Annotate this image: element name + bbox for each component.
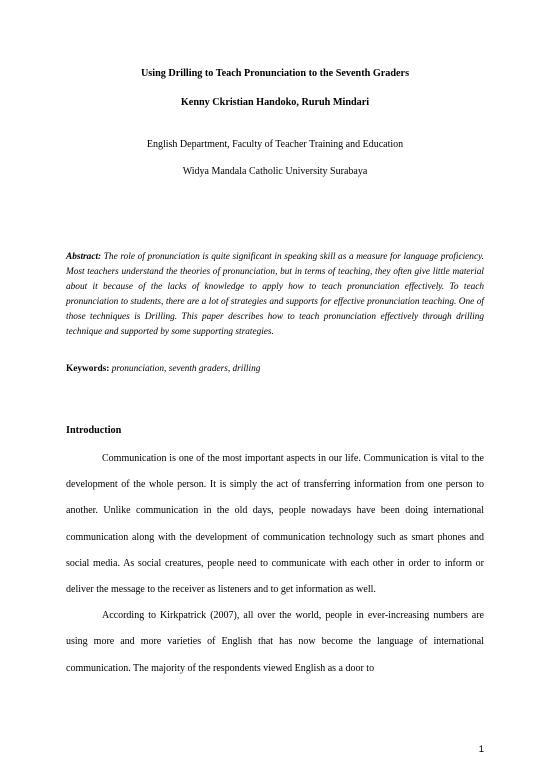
paragraph-1: Communication is one of the most important aspects in our life. Communication is vital to the development of the whole person. It is simply the act of transferring information from one person to another. Unlike communication in the old days, people nowadays have been doing international communication along with the development of communication technology such as smart phones and social media. As social creatures, people need to communicate with each other in order to inform or deliver the message to the receiver as listeners and to get information as well. xyxy=(66,453,484,596)
abstract-label: Abstract: xyxy=(66,252,102,262)
keywords xyxy=(66,363,484,376)
affiliation-university: Widya Mandala Catholic University Surabaya xyxy=(182,166,368,177)
keywords-text: pronunciation, seventh graders, drilling xyxy=(111,364,261,374)
introduction-body xyxy=(66,446,484,682)
keywords-label: Keywords: xyxy=(66,364,110,374)
affiliation-department: English Department, Faculty of Teacher Training and Education xyxy=(146,139,404,150)
page-number: 1 xyxy=(478,744,484,755)
abstract-text: The role of pronunciation is quite significant in speaking skill as a measure for language proficiency. Most teachers understand the theories of pronunciation, but in terms of teaching, they often give little material about it because of the lacks of knowledge to apply how to teach pronunciation effectively. To teach pronunciation to students, there are a lot of strategies and supports for effective pronunciation teaching. One of those techniques is Drilling. This paper describes how to teach pronunciation effectively through drilling technique and supported by some supporting strategies. xyxy=(66,252,485,338)
paragraph-2: According to Kirkpatrick (2007), all over the world, people in ever-increasing numbers are using more and more varieties of English that has now become the language of international communication. The majority of the respondents viewed English as a door to xyxy=(66,610,484,674)
paper-authors: Kenny Ckristian Handoko, Ruruh Mindari xyxy=(180,97,370,108)
section-heading-introduction: Introduction xyxy=(66,425,122,436)
abstract xyxy=(66,250,484,341)
paper-title: Using Drilling to Teach Pronunciation to the Seventh Graders xyxy=(140,68,410,79)
